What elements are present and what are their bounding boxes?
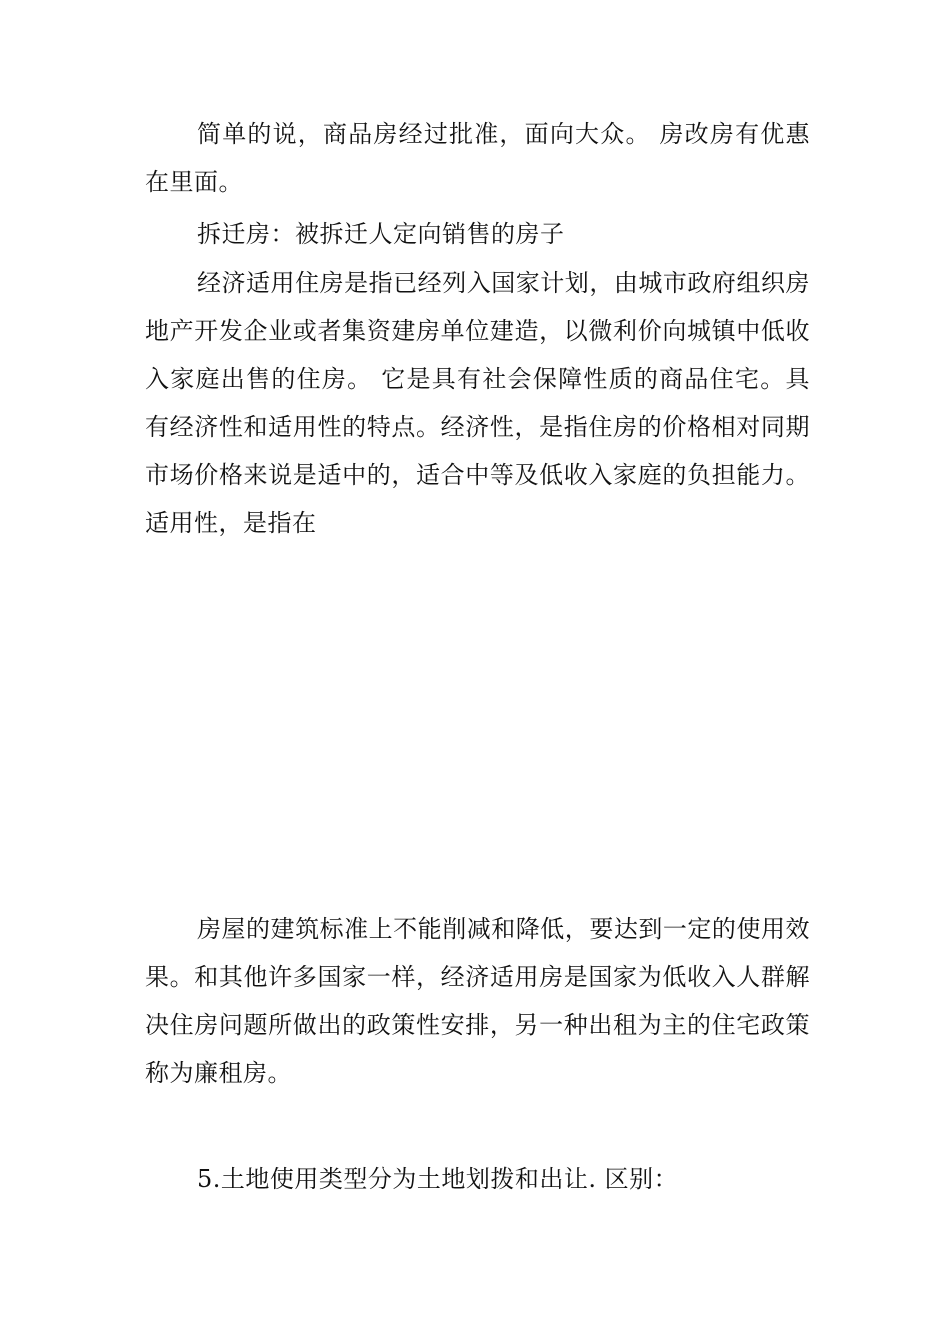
paragraph-land-use-types: 5.土地使用类型分为土地划拨和出让. 区别： (197, 1165, 679, 1193)
paragraph-commercial-housing: 简单的说，商品房经过批准，面向大众。 房改房有优惠在里面。 (145, 120, 810, 196)
paragraph-relocation-housing: 拆迁房：被拆迁人定向销售的房子 (197, 220, 565, 248)
paragraph-affordable-housing-definition: 经济适用住房是指已经列入国家计划，由城市政府组织房地产开发企业或者集资建房单位建造，以微利价向城镇中低收入家庭出售的住房。 它是具有社会保障性质的商品住宅。具有经济性和适用性的特点。经济性，是指住房的价格相对同期市场价格来说是适中的，适合中等及低收入家庭的负担能力。适用性，是指在 (145, 269, 810, 537)
paragraph-affordable-housing-continued: 房屋的建筑标准上不能削减和降低，要达到一定的使用效果。和其他许多国家一样，经济适用房是国家为低收入人群解决住房问题所做出的政策性安排，另一种出租为主的住宅政策称为廉租房。 (145, 915, 810, 1087)
